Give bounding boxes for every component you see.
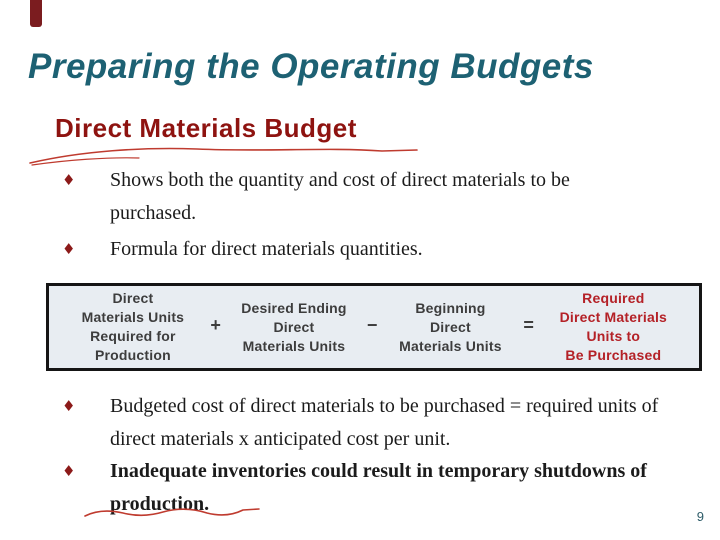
formula-line: Beginning	[415, 299, 486, 316]
minus-operator: −	[366, 315, 378, 335]
formula-line: Direct	[273, 318, 315, 335]
formula-line: Materials Units	[81, 309, 185, 325]
formula-line: Materials Units	[399, 337, 502, 354]
bullet-text: Budgeted cost of direct materials to be purchased = required units of direct materials x anticipated cost per unit.	[110, 395, 659, 450]
formula-line: Be Purchased	[565, 347, 662, 363]
formula-term-beginning	[383, 299, 518, 356]
bullet-item	[62, 164, 655, 230]
formula-line: Desired Ending	[241, 299, 347, 316]
plus-operator: +	[210, 315, 221, 335]
formula-box	[46, 283, 702, 371]
bullet-item	[62, 390, 700, 456]
section-heading: Direct Materials Budget	[55, 113, 357, 143]
bullet-item	[62, 233, 670, 266]
bullet-text: Shows both the quantity and cost of direct materials to be purchased.	[110, 169, 570, 224]
formula-line: Required for	[90, 328, 176, 344]
formula-term-desired-ending	[227, 299, 362, 356]
page-title: Preparing the Operating Budgets	[28, 47, 594, 86]
equals-operator: =	[523, 315, 534, 335]
bullet-text: Formula for direct materials quantities.	[110, 238, 423, 260]
diamond-bullet-icon: ♦	[62, 462, 76, 480]
bullet-text: Inadequate inventories could result in temporary shutdowns of production.	[110, 460, 647, 515]
formula-line: Direct	[429, 318, 471, 335]
formula-line: Production	[94, 347, 171, 363]
formula-term-required-for-production	[61, 289, 205, 365]
formula-line: Direct	[112, 290, 154, 306]
formula-line: Units to	[586, 328, 641, 344]
emphasis-underline-stroke	[83, 506, 263, 522]
page-number: 9	[696, 509, 704, 524]
accent-bar	[30, 0, 42, 27]
diamond-bullet-icon: ♦	[62, 171, 76, 189]
formula-line: Required	[582, 290, 645, 306]
formula-line: Materials Units	[242, 337, 346, 354]
formula-line: Direct Materials	[559, 309, 668, 325]
formula-term-required-to-be-purchased	[540, 289, 687, 365]
diamond-bullet-icon: ♦	[62, 397, 76, 415]
diamond-bullet-icon: ♦	[62, 240, 76, 258]
